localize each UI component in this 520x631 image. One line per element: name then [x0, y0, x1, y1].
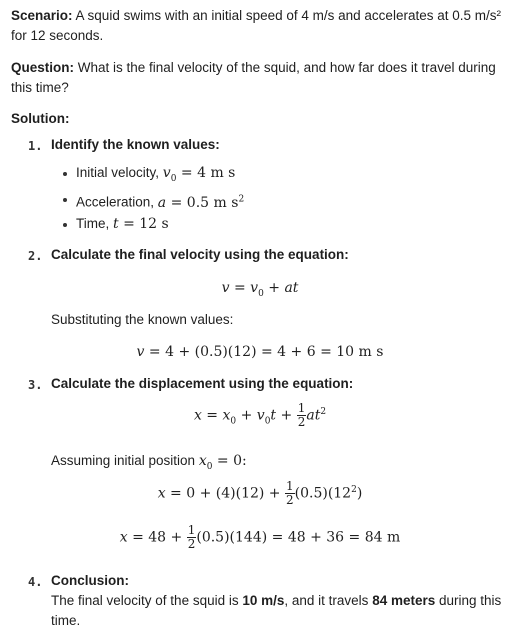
step-title: Identify the known values: [51, 137, 220, 152]
question-label: Question: [11, 60, 74, 75]
step-number: 3. [28, 378, 43, 392]
bullet-dot [63, 198, 67, 202]
equation-v0: $v_0 = 4$ m s [162, 165, 236, 184]
known-label: Time, [76, 216, 113, 231]
equation-final-velocity: $v = v_0$ + at [221, 280, 299, 299]
assuming-text [51, 451, 247, 477]
substituting-text: Substituting the known values: [51, 312, 234, 327]
scenario-paragraph [11, 6, 516, 46]
question-text: What is the final velocity of the squid, and how far does it travel during [74, 60, 496, 75]
known-item-acceleration [76, 189, 244, 213]
scenario-text-line2: for 12 seconds. [11, 28, 104, 43]
assuming-label: Assuming initial position [51, 453, 199, 468]
step-number: 2. [28, 249, 43, 263]
step-number: 1. [28, 139, 43, 153]
scenario-label: Scenario: [11, 8, 73, 23]
bullet-dot [63, 172, 67, 176]
equation-displacement-result: x = 48 + $\frac{1}{2}$ (0.5)(144) = 48 + 36 = 84 m [119, 523, 401, 551]
conclusion-pre: The final velocity of the squid is [51, 593, 243, 608]
conclusion-velocity: 10 m/s [242, 593, 285, 608]
equation-x0: $x_0 = 0$: [198, 453, 247, 472]
question-paragraph [11, 58, 516, 98]
equation-displacement-substitution: x = 0 + (4)(12) + $\frac{1}{2}$ $(0.5)(12^2)$ [157, 479, 363, 508]
known-item-time [76, 214, 169, 234]
bullet-dot [63, 223, 67, 227]
known-label: Initial velocity, [76, 165, 163, 180]
step-title: Conclusion: [51, 573, 129, 588]
step-title: Calculate the final velocity using the equation: [51, 247, 349, 262]
conclusion-line2: time. [51, 613, 81, 628]
known-item-initial-velocity [76, 163, 235, 189]
scenario-text: A squid swims with an initial speed of 4 m/s and accelerates at 0.5 m/s² [72, 8, 501, 23]
step-title: Calculate the displacement using the equation: [51, 376, 354, 391]
conclusion-mid: , and it travels [284, 593, 373, 608]
solution-label: Solution: [11, 111, 70, 126]
conclusion-distance: 84 meters [372, 593, 436, 608]
equation-t: t = 12 s [113, 216, 169, 232]
question-text-line2: this time? [11, 80, 69, 95]
known-label: Acceleration, [76, 194, 158, 210]
conclusion-post: during this [435, 593, 502, 608]
equation-velocity-substitution: v = 4 + (0.5)(12) = 4 + 6 = 10 m s [136, 344, 384, 360]
conclusion-text [51, 591, 516, 631]
step-number: 4. [28, 575, 43, 589]
equation-displacement: $x = x_0 + v_0t$ + $\frac{1}{2}$ $at^2$ [193, 401, 327, 430]
equation-a: a = 0.5 m $s^2$ [157, 194, 245, 211]
